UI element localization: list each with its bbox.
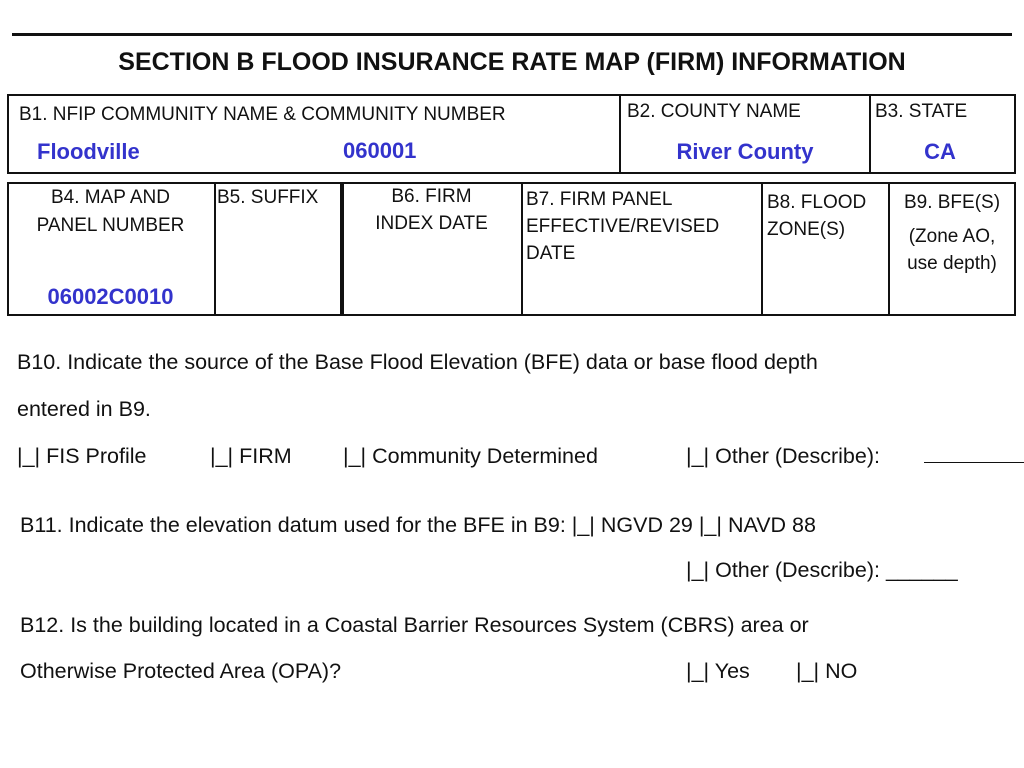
b10-question-line2: entered in B9. [17, 397, 151, 421]
b3-label: B3. STATE [875, 101, 968, 122]
b9-label: B9. BFE(S) [903, 192, 1001, 213]
map-panel-row [7, 182, 1016, 316]
b1-label: B1. NFIP COMMUNITY NAME & COMMUNITY NUMBER [19, 104, 506, 125]
b11-option-other[interactable]: |_| Other (Describe): ______ [686, 558, 958, 582]
b12-option-yes[interactable]: |_| Yes [686, 659, 750, 683]
b12-question-line2: Otherwise Protected Area (OPA)? [20, 659, 342, 683]
b9-note-line1: (Zone AO, [908, 226, 996, 247]
b10-option-fis-profile[interactable]: |_| FIS Profile [17, 444, 147, 468]
b6-label-line2: INDEX DATE [375, 213, 488, 234]
b9-cell[interactable] [890, 184, 1014, 314]
section-title: SECTION B FLOOD INSURANCE RATE MAP (FIRM) INFORMATION [118, 48, 906, 76]
top-rule [12, 33, 1012, 36]
b6-label-line1: B6. FIRM [391, 186, 472, 207]
b2-cell [621, 96, 871, 172]
b10-question-line1: B10. Indicate the source of the Base Flood Elevation (BFE) data or base flood depth [17, 350, 818, 374]
b5-label: B5. SUFFIX [217, 187, 319, 208]
b3-cell [871, 96, 1014, 172]
b7-label-line1: B7. FIRM PANEL [526, 189, 673, 210]
b1-community-name-value[interactable]: Floodville [37, 139, 140, 164]
b2-county-value[interactable]: River County [676, 139, 814, 164]
b10-option-other[interactable]: |_| Other (Describe): [686, 444, 880, 468]
b12-question-line1: B12. Is the building located in a Coastal Barrier Resources System (CBRS) area or [20, 613, 809, 637]
b7-cell[interactable] [523, 184, 763, 314]
b1-community-number-value[interactable]: 060001 [343, 138, 417, 163]
b4-label-line2: PANEL NUMBER [36, 215, 185, 236]
b8-cell[interactable] [763, 184, 890, 314]
b2-label: B2. COUNTY NAME [627, 101, 801, 122]
b4-label-line1: B4. MAP AND [51, 187, 170, 208]
b8-label-line1: B8. FLOOD [767, 192, 867, 213]
b4-cell [9, 184, 216, 314]
b1-cell [9, 96, 621, 172]
b5-cell[interactable] [216, 184, 342, 314]
b11-question: B11. Indicate the elevation datum used for the BFE in B9: |_| NGVD 29 |_| NAVD 88 [20, 513, 816, 537]
b4-map-panel-value[interactable]: 06002C0010 [47, 284, 174, 309]
b7-label-line2: EFFECTIVE/REVISED [526, 216, 720, 237]
b10-other-describe-line[interactable] [924, 462, 1024, 463]
b6-cell[interactable] [342, 184, 523, 314]
b3-state-value[interactable]: CA [924, 139, 956, 164]
b10-option-firm[interactable]: |_| FIRM [210, 444, 292, 468]
b8-label-line2: ZONE(S) [767, 219, 846, 240]
b9-note-line2: use depth) [907, 253, 997, 274]
b12-option-no[interactable]: |_| NO [796, 659, 858, 683]
b7-label-line3: DATE [526, 243, 576, 264]
community-info-row [7, 94, 1016, 174]
b10-option-community-determined[interactable]: |_| Community Determined [343, 444, 598, 468]
